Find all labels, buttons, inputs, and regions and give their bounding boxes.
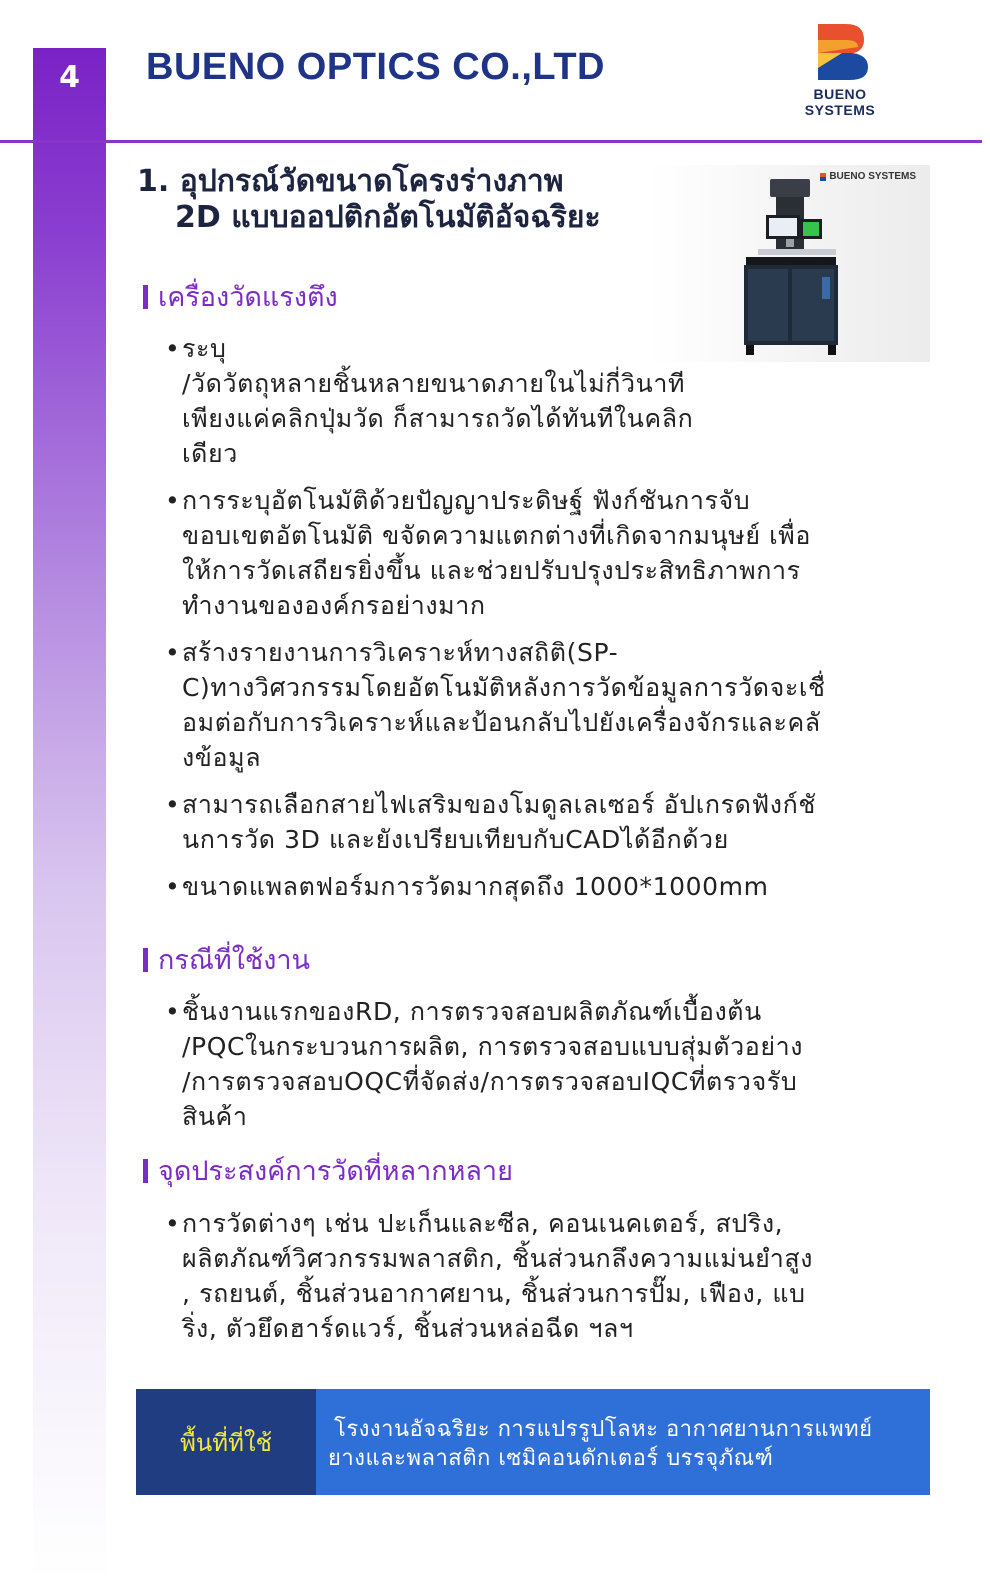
product-brand: BUENO SYSTEMS	[820, 171, 916, 182]
bueno-logo-icon	[806, 20, 874, 84]
line: • การระบุอัตโนมัติด้วยปัญญาประดิษฐ์ ฟังก์ชันการจับ	[182, 486, 751, 515]
list-item	[165, 483, 925, 623]
company-name: BUENO OPTICS CO.,LTD	[146, 46, 605, 88]
line: • ชิ้นงานแรกของRD, การตรวจสอบผลิตภัณฑ์เบื้องต้น	[182, 997, 762, 1026]
line: เดียว	[182, 439, 238, 468]
line: ผลิตภัณฑ์วิศวกรรมพลาสติก, ชิ้นส่วนกลึงความแม่นยำสูง	[182, 1244, 814, 1273]
application-areas-line-2: ยางและพลาสติก เซมิคอนดักเตอร์ บรรจุภัณฑ์	[328, 1446, 774, 1471]
list-item	[165, 787, 925, 857]
section-3-list	[165, 1206, 935, 1358]
line: • ระบุ	[182, 334, 227, 363]
line: • สร้างรายงานการวิเคราะห์ทางสถิติ(SP-	[182, 638, 619, 667]
list-item	[165, 1206, 935, 1346]
side-accent-bar	[33, 48, 106, 1579]
line: อมต่อกับการวิเคราะห์และป้อนกลับไปยังเครื่องจักรและคลั	[182, 708, 821, 737]
header-divider	[0, 140, 982, 143]
line: เพียงแค่คลิกปุ่มวัด ก็สามารถวัดได้ทันทีในคลิก	[182, 404, 694, 433]
section-heading-use-cases: กรณีที่ใช้งาน	[143, 944, 310, 978]
line: • สามารถเลือกสายไฟเสริมของโมดูลเลเซอร์ อัปเกรดฟังก์ชั	[182, 790, 816, 819]
logo-wordmark	[795, 86, 885, 118]
application-areas-label: พื้นที่ที่ใช้	[136, 1389, 316, 1495]
line: /วัดวัตถุหลายชิ้นหลายขนาดภายในไม่กี่วินาที	[182, 369, 686, 398]
list-item	[165, 869, 925, 904]
line: นการวัด 3D และยังเปรียบเทียบกับCADได้อีกด้วย	[182, 825, 729, 854]
title-line-2: 2D แบบออปติกอัตโนมัติอัจฉริยะ	[175, 200, 601, 235]
section-heading-tension-gauge: เครื่องวัดแรงตึง	[143, 281, 338, 315]
line: สินค้า	[182, 1102, 248, 1131]
line: /PQCในกระบวนการผลิต, การตรวจสอบแบบสุ่มตัวอย่าง	[182, 1032, 804, 1061]
line: ริ่ง, ตัวยึดฮาร์ดแวร์, ชิ้นส่วนหล่อฉีด ฯลฯ	[182, 1314, 634, 1343]
line: • การวัดต่างๆ เช่น ปะเก็นและซีล, คอนเนคเตอร์, สปริง,	[182, 1209, 784, 1238]
list-item	[165, 331, 925, 471]
line: • ขนาดแพลตฟอร์มการวัดมากสุดถึง 1000*1000mm	[182, 872, 769, 901]
application-areas-text	[316, 1389, 930, 1495]
line: ขอบเขตอัตโนมัติ ขจัดความแตกต่างที่เกิดจากมนุษย์ เพื่อ	[182, 521, 811, 550]
list-item	[165, 994, 925, 1134]
line: /การตรวจสอบOQCที่จัดส่ง/การตรวจสอบIQCที่ตรวจรับ	[182, 1067, 798, 1096]
section-heading-measurement-purposes: จุดประสงค์การวัดที่หลากหลาย	[143, 1155, 513, 1189]
title-line-1: 1. อุปกรณ์วัดขนาดโครงร่างภาพ	[137, 164, 564, 199]
application-areas-banner	[136, 1389, 930, 1495]
logo-line-1: BUENO	[813, 86, 867, 102]
line: C)ทางวิศวกรรมโดยอัตโนมัติหลังการวัดข้อมูลการวัดจะเชื่	[182, 673, 826, 702]
section-2-list	[165, 994, 925, 1146]
line: ให้การวัดเสถียรยิ่งขึ้น และช่วยปรับปรุงประสิทธิภาพการ	[182, 556, 801, 585]
section-1-list	[165, 331, 925, 916]
page-number: 4	[59, 60, 80, 95]
list-item	[165, 635, 925, 775]
application-areas-line-1: โรงงานอัจฉริยะ การแปรรูปโลหะ อากาศยานการแพทย์	[334, 1417, 873, 1442]
line: งข้อมูล	[182, 743, 262, 772]
line: , รถยนต์, ชิ้นส่วนอากาศยาน, ชิ้นส่วนการปั๊ม, เฟือง, แบ	[182, 1279, 806, 1308]
line: ทำงานขององค์กรอย่างมาก	[182, 591, 486, 620]
logo-line-2: SYSTEMS	[804, 102, 876, 118]
page-title	[137, 164, 697, 236]
